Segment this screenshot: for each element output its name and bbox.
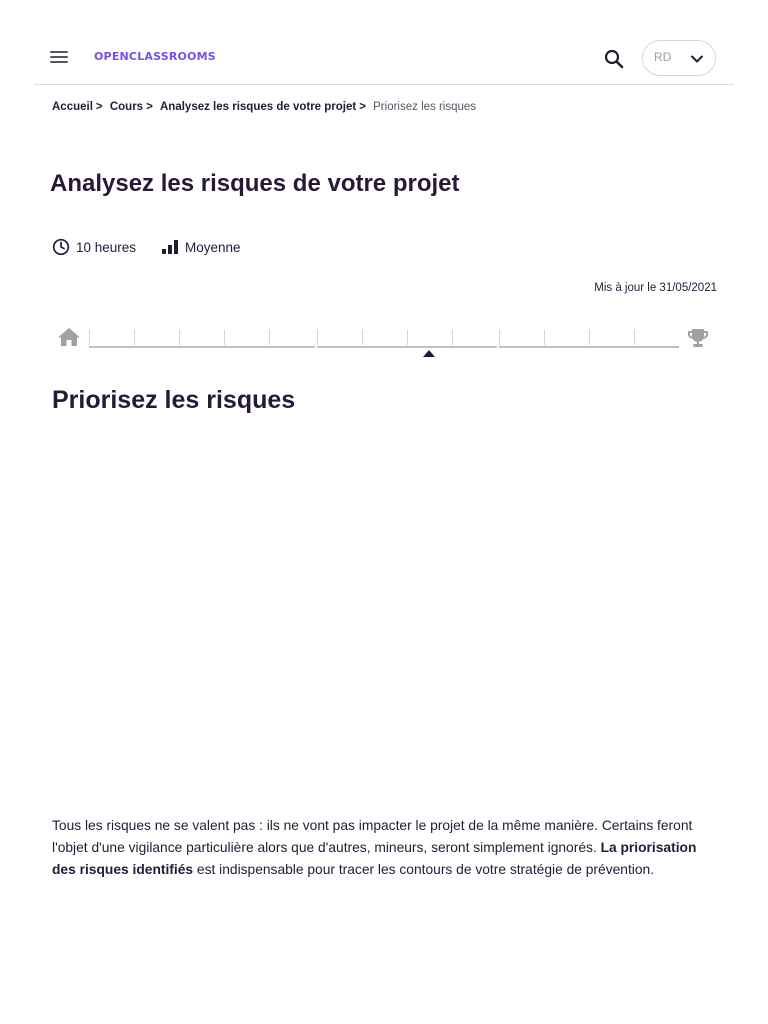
intro-text: Tous les risques ne se valent pas : ils ne vont pas impacter le projet de la même manière. Certains feront l'objet d'une vigilance particulière alors que d'autres, mineurs, seront simplement ignorés. xyxy=(52,818,693,855)
chevron-down-icon xyxy=(690,52,704,66)
intro-bold-text: La priorisation des risques identifiés xyxy=(52,840,697,877)
progress-part-1[interactable] xyxy=(89,326,315,348)
video-placeholder xyxy=(52,440,716,800)
chapter-title: Priorisez les risques xyxy=(52,386,296,414)
last-updated: Mis à jour le 31/05/2021 xyxy=(594,282,717,294)
clock-icon xyxy=(52,238,70,256)
trophy-icon[interactable] xyxy=(686,327,710,349)
progress-part-2[interactable] xyxy=(317,326,497,348)
breadcrumb-separator: > xyxy=(359,101,366,113)
progress-part-3[interactable] xyxy=(499,326,679,348)
top-header xyxy=(34,30,734,85)
course-level xyxy=(161,238,241,256)
user-initials: RD xyxy=(654,50,672,64)
breadcrumb xyxy=(52,101,476,113)
duration-label: 10 heures xyxy=(76,240,137,255)
breadcrumb-current: Priorisez les risques xyxy=(373,101,477,113)
level-label: Moyenne xyxy=(185,240,241,255)
intro-text-end: est indispensable pour tracer les contours de votre stratégie de prévention. xyxy=(193,862,655,877)
breadcrumb-course-link[interactable]: Analysez les risques de votre projet xyxy=(160,101,357,113)
difficulty-bars-icon xyxy=(161,238,179,256)
course-duration xyxy=(52,238,136,256)
user-menu-button[interactable] xyxy=(642,40,716,76)
home-icon[interactable] xyxy=(56,326,82,348)
course-progress-bar xyxy=(56,326,716,362)
breadcrumb-separator: > xyxy=(146,101,153,113)
breadcrumb-separator: > xyxy=(95,101,103,113)
breadcrumb-home-link[interactable]: Accueil xyxy=(52,101,93,113)
course-title: Analysez les risques de votre projet xyxy=(50,170,460,197)
breadcrumb-courses-link[interactable]: Cours xyxy=(109,101,144,113)
hamburger-menu-icon[interactable] xyxy=(50,48,72,68)
search-icon[interactable] xyxy=(602,47,626,71)
chapter-intro-paragraph xyxy=(52,815,718,881)
current-chapter-marker xyxy=(423,350,435,357)
openclassrooms-logo[interactable]: OPENCLASSROOMS xyxy=(94,50,216,63)
